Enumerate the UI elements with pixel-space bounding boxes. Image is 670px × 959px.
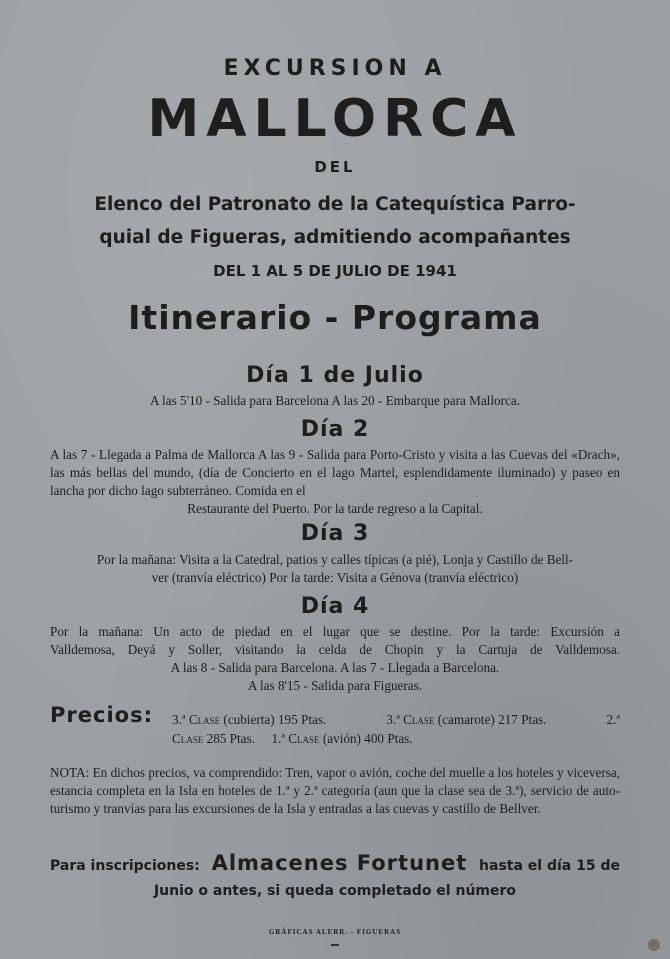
price-class: 3.ª Clase bbox=[172, 712, 221, 727]
paper-stain bbox=[648, 939, 660, 951]
day-2-heading: Día 2 bbox=[300, 417, 370, 442]
day-4-line-1: Por la mañana: Un acto de piedad en el lugar que se destine. Por la tarde: Excursión a bbox=[50, 624, 620, 639]
day-2-text bbox=[50, 446, 620, 518]
organizer-subtitle bbox=[0, 188, 670, 254]
day-3-line-1: Por la mañana: Visita a la Catedral, patios y calles típicas (a pié), Lonja y Castillo de Bell- bbox=[96, 552, 574, 567]
day-3-text bbox=[50, 551, 620, 587]
inscriptions-line-2: Junio o antes, si queda completado el número bbox=[153, 883, 517, 899]
day-1-text: A las 5'10 - Salida para Barcelona A las 20 - Embarque para Mallorca. bbox=[149, 393, 521, 408]
day-3-heading: Día 3 bbox=[300, 521, 370, 546]
day-4-line-3: A las 8 - Salida para Barcelona. A las 7 - Llegada a Barcelona. bbox=[170, 660, 500, 675]
day-4-line-4: A las 8'15 - Salida para Figueras. bbox=[247, 678, 423, 693]
price-class: 3.ª Clase bbox=[386, 712, 435, 727]
poster-title: MALLORCA bbox=[147, 89, 523, 149]
day-4-heading: Día 4 bbox=[300, 594, 370, 619]
price-second-prefix: 2.ª bbox=[606, 712, 620, 727]
day-3-line-2: ver (tranvía eléctrico) Por la tarde: Visita a Génova (tranvía eléctrico) bbox=[151, 570, 519, 585]
divider bbox=[331, 944, 339, 946]
trip-dates: DEL 1 AL 5 DE JULIO DE 1941 bbox=[213, 262, 457, 280]
price-class: 1.ª Clase bbox=[271, 731, 320, 746]
del-label: DEL bbox=[314, 158, 356, 176]
program-title: Itinerario - Programa bbox=[128, 298, 542, 337]
day-1-heading: Día 1 de Julio bbox=[246, 363, 424, 388]
inscriptions-venue: Almacenes Fortunet bbox=[211, 851, 468, 875]
price-detail: 285 Ptas. bbox=[206, 731, 255, 746]
prices-line-2 bbox=[172, 729, 620, 748]
inscriptions bbox=[50, 851, 620, 899]
subtitle-line-1: Elenco del Patronato de la Catequística Parro- bbox=[94, 194, 576, 215]
price-class: Clase bbox=[172, 731, 204, 746]
note-paragraph: NOTA: En dichos precios, va comprendido: Tren, vapor o avión, coche del muelle a los hoteles y viceversa, estancia completa en la Isla en hoteles de 1.ª y 2.ª categoría (aun que la clase sea de 3.ª), servicio de auto-turismo y tranvías para las excursiones de la Isla y entradas a las cuevas y castillo de Bellver. bbox=[50, 765, 620, 816]
day-4-text bbox=[50, 623, 620, 695]
poster-header: EXCURSION A bbox=[223, 56, 447, 81]
prices-label: Precios: bbox=[50, 703, 153, 727]
subtitle-line-2: quial de Figueras, admitiendo acompañantes bbox=[99, 227, 571, 248]
day-2-last-line: Restaurante del Puerto. Por la tarde regreso a la Capital. bbox=[187, 501, 483, 516]
day-2-paragraph: A las 7 - Llegada a Palma de Mallorca A las 9 - Salida para Porto-Cristo y visita a las Cuevas del «Drach», las más bellas del mundo, (día de Concierto en el lago Martel, esplendidamente iluminado) y paseo en lancha por dicho lago subterráneo. Comida en el bbox=[50, 447, 620, 498]
price-detail: (cubierta) 195 Ptas. bbox=[223, 712, 327, 727]
printer-credit: GRÁFICAS ALERR. - FIGUERAS bbox=[268, 928, 402, 936]
day-4-line-2: Valldemosa, Deyá y Soller, visitando la celda de Chopin y la Cartuja de Valldemosa. bbox=[50, 642, 620, 657]
price-first-plane bbox=[271, 731, 412, 746]
inscriptions-suffix: hasta el día 15 de bbox=[479, 858, 620, 874]
inscriptions-prefix: Para inscripciones: bbox=[50, 858, 200, 874]
inscriptions-line-1 bbox=[50, 851, 620, 875]
price-third-deck bbox=[172, 710, 326, 729]
prices-list bbox=[172, 710, 620, 748]
price-detail: (camarote) 217 Ptas. bbox=[437, 712, 547, 727]
price-second bbox=[172, 731, 258, 746]
prices-line-1 bbox=[172, 710, 620, 729]
price-detail: (avión) 400 Ptas. bbox=[322, 731, 413, 746]
price-third-cabin bbox=[386, 710, 546, 729]
